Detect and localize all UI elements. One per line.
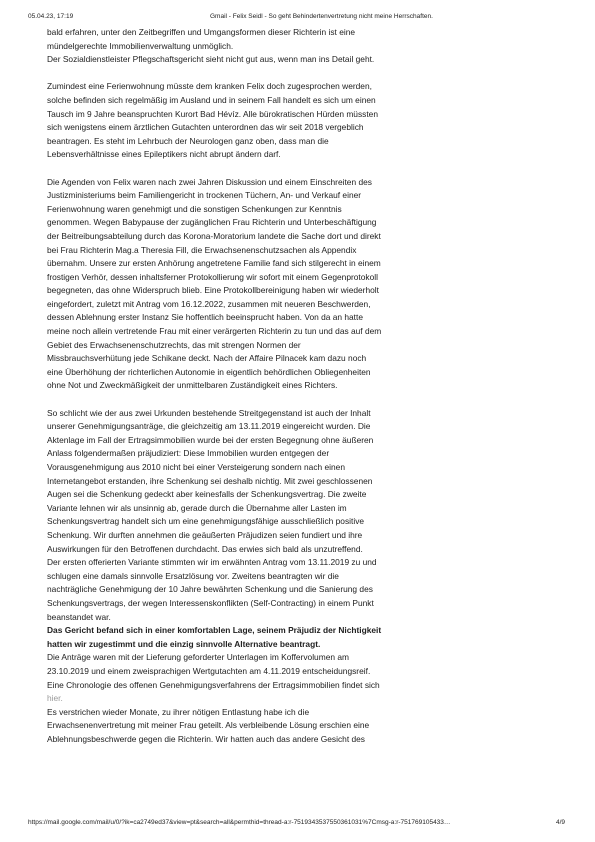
text-line: Schenkungsvertrag handelt sich um eine genehmigungsfähige ausschließlich positive — [47, 516, 365, 527]
print-datetime: 05.04.23, 17:19 — [28, 13, 74, 20]
text-line: Der ersten offerierten Variante stimmten wir im erwähnten Antrag vom 13.11.2019 zu und — [47, 557, 377, 568]
chronology-link[interactable]: hier. — [47, 693, 63, 704]
text-line: Auswirkungen für den Betroffenen durchdacht. Das erwies sich bald als unzutreffend. — [47, 543, 363, 554]
text-line: frostigen Verhör, dessen inhaltsferner Protokollierung wir sofort mit einem Gegenprotokoll — [47, 271, 378, 282]
text-line: Schenkung. Wir durften annehmen die geäußerten Präjudizen seien fundiert und ihre — [47, 529, 363, 540]
text-line: Augen sei die Schenkung gedeckt aber keinesfalls der Schenkungsvertrag. Die zweite — [47, 489, 367, 500]
paragraph-7 — [47, 706, 557, 747]
text-line: eingefordert, zuletzt mit Antrag vom 16.12.2022, zusammen mit neueren Beschwerden, — [47, 298, 371, 309]
print-url: https://mail.google.com/mail/u/0/?ik=ca2749ed37&view=pt&search=all&permthid=thread-a:r-7519343537550361031%7Cmsg-a:r-751769105433… — [28, 819, 451, 826]
text-line: Variante lehnen wir als unsinnig ab, gerade durch die Übernahme aller Lasten im — [47, 502, 347, 513]
text-line: Erwachsenenvertretung mit meiner Frau geteilt. Als verbleibende Lösung erschien eine — [47, 720, 370, 731]
text-line: dessen Ablehnung erster Instanz Sie hoffentlich beeinsprucht haben. Von da an hatte — [47, 312, 363, 323]
text-line: beantragen. Es steht im Lehrbuch der Neurologen ganz oben, dass man die — [47, 135, 329, 146]
text-line: beanstandet war. — [47, 611, 111, 622]
text-line: meine noch allein vertretende Frau mit einer verärgerten Richterin zu tun und das auf dem — [47, 326, 382, 337]
text-line: Ferienwohnung waren genehmigt und die sonstigen Schenkungen zur Kenntnis — [47, 203, 342, 214]
text-line: genommen. Wegen Babypause der zugänglichen Frau Richterin und Unterbeschäftigung — [47, 217, 377, 228]
text-line: Eine Chronologie des offenen Genehmigungsverfahrens der Ertragsimmobilien findet sich — [47, 679, 380, 690]
text-line: Die Agenden von Felix waren nach zwei Jahren Diskussion und einem Einschreiten des — [47, 176, 372, 187]
text-line: bald erfahren, unter den Zeitbegriffen und Umgangsformen dieser Richterin ist eine — [47, 27, 356, 37]
bold-text-line: Das Gericht befand sich in einer komfortablen Lage, seinem Präjudiz der Nichtigkeit — [47, 625, 382, 636]
text-line: Der Sozialdienstleister Pflegschaftsgericht sieht nicht gut aus, wenn man ins Detail geht. — [47, 54, 375, 65]
text-line: der Beitreibungsabteilung durch das Korona-Moratorium landete die Sache dort und direkt — [47, 230, 381, 241]
text-line: Ablehnungsbeschwerde gegen die Richterin. Wir hatten auch das andere Gesicht des — [47, 733, 365, 744]
text-line: sich wenigstens einem ärztlichen Gutachten unterordnen das wir seit 2018 vergeblich — [47, 122, 364, 133]
emphasized-paragraph — [47, 624, 557, 651]
text-line: mündelgerechte Immobilienverwaltung unmöglich. — [47, 40, 234, 51]
text-line: 23.10.2019 und einem zweisprachigen Wertgutachten am 4.11.2019 entscheidungsreif. — [47, 665, 371, 676]
text-line — [47, 692, 557, 706]
text-line: Missbrauchsverhütung jede Schikane deckt. Nach der Affaire Pilnacek kam dazu noch — [47, 353, 367, 364]
paragraph-4 — [47, 407, 557, 625]
text-line: Aktenlage im Fall der Ertragsimmobilien wurde bei der ersten Begegnung ohne äußeren — [47, 434, 374, 445]
text-line: schlugen eine damals sinnvolle Ersatzlösung vor. Zweitens beantragten wir die — [47, 570, 339, 581]
text-line: Zumindest eine Ferienwohnung müsste dem kranken Felix doch zugesprochen werden, — [47, 81, 372, 92]
paragraph-1 — [47, 26, 557, 67]
text-line: nachträgliche Genehmigung der 10 Jahre bewährten Schenkung und die Sanierung des — [47, 584, 373, 595]
text-line: Gebiet des Erwachsenenschutzrechts, das mit strengen Normen der — [47, 339, 301, 350]
page-number: 4/9 — [556, 819, 566, 826]
paragraph-3 — [47, 176, 557, 394]
text-line: Tausch im 9 Jahre beanspruchten Kurort Bad Hévíz. Alle bürokratischen Hürden müssten — [47, 108, 378, 119]
text-line: Es verstrichen wieder Monate, zu ihrer nötigen Entlastung habe ich die — [47, 706, 310, 717]
text-line: übernahm. Unsere zur ersten Anhörung angetretene Familie fand sich stilgerecht in einem — [47, 258, 381, 269]
text-line: begegneten, das ohne Widerspruch blieb. Eine Protokollbereinigung haben wir wiederholt — [47, 285, 379, 296]
text-line: Schenkungsvertrags, der wegen Interessenskonflikten (Self-Contracting) in einem Punkt — [47, 597, 374, 608]
text-line: bei Frau Richterin Mag.a Theresia Fill, die Erwachsenenschutzsachen als Appendix — [47, 244, 357, 255]
text-line: ohne Not und Zweckmäßigkeit der unmittelbaren Zuständigkeit eines Richters. — [47, 380, 338, 391]
text-line: Lebensverhältnisse eines Epileptikers nicht abrupt ändern darf. — [47, 149, 281, 160]
text-line: Vorausgenehmigung aus 2010 nicht bei einer Versteigerung sondern nach einen — [47, 462, 345, 472]
text-line: So schlicht wie der aus zwei Urkunden bestehende Streitgegenstand ist auch der Inhalt — [47, 407, 371, 418]
bold-text-line: hatten wir zugestimmt und die einzig sinnvolle Alternative beantragt. — [47, 638, 321, 649]
text-line: unserer Genehmigungsanträge, die gleichzeitig am 13.11.2019 eingereicht wurden. Die — [47, 421, 371, 432]
text-line: eine Überhöhung der richterlichen Autonomie in eigentlich behördlichen Obliegenheiten — [47, 366, 371, 377]
paragraph-6 — [47, 651, 557, 705]
text-line: solche befinden sich regelmäßig im Ausland und in seinem Fall handelt es sich um einen — [47, 94, 376, 105]
paragraph-2 — [47, 80, 557, 162]
print-page-title: Gmail - Felix Seidl - So geht Behindertenvertretung nicht meine Herrschaften. — [210, 13, 433, 20]
email-body — [47, 26, 557, 746]
text-line: Anlass folgendermaßen präjudiziert: Diese Immobilien wurden entgegen der — [47, 448, 330, 459]
text-line: Internetangebot erstanden, ihre Schenkung sei deshalb nichtig. Mit zwei geschlossenen — [47, 475, 373, 486]
text-line: Die Anträge waren mit der Lieferung geforderter Unterlagen im Koffervolumen am — [47, 652, 349, 663]
text-line: Justizministeriums beim Familiengericht in trockenen Tüchern, An- und Verkauf einer — [47, 190, 362, 201]
